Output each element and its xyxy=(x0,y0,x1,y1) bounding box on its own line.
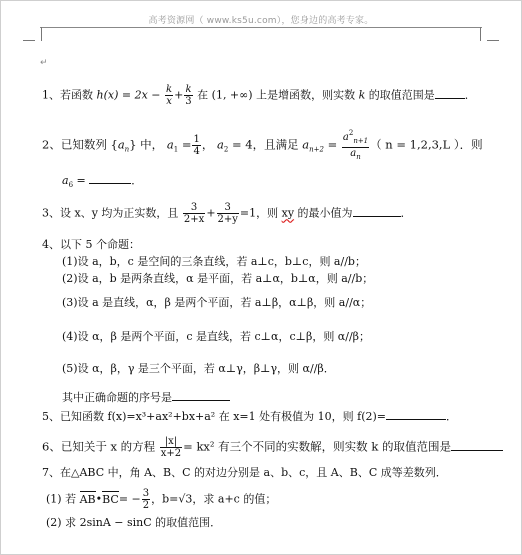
answer-blank-6 xyxy=(451,439,503,451)
problem-6: 6、已知关于 x 的方程 $\frac{|x|}{x+2}$ = kx² 有三个不同的实数解，则实数 k 的取值范围是 xyxy=(42,436,503,459)
problem-1: 1、若函数 h(x) = 2x − $\frac{k}{x}$ + $\frac{k}{3}$ 在 (1, +∞) 上是增函数，则实数 k 的取值范围是 ． xyxy=(42,84,476,107)
answer-blank-5 xyxy=(386,408,446,420)
problem-4-item: (4)设 α，β 是两个平面，c 是直线，若 c⊥α，c⊥β，则 α//β； xyxy=(62,330,371,343)
problem-2-answer: $a_6$ = ． xyxy=(62,174,143,189)
crop-mark-left xyxy=(35,27,42,41)
problem-5: 5、已知函数 f(x)=x³+ax²+bx+a² 在 x=1 处有极值为 10，则 f(2)= ． xyxy=(42,410,457,423)
problem-3: 3、设 x、y 均为正实数，且 $\frac{3}{2+x}$ + $\frac{3}{2+y}$ =1，则 xy 的最小值为 ． xyxy=(42,202,412,225)
problem-4-item: (5)设 α，β，γ 是三个平面，若 α⊥γ，β⊥γ，则 α//β． xyxy=(62,362,335,375)
problem-7-part-2: (2) 求 2sinA − sinC 的取值范围． xyxy=(46,516,222,529)
header-rule xyxy=(40,27,482,28)
problem-4-answer: 其中正确命题的序号是 xyxy=(62,389,230,405)
answer-blank-4 xyxy=(172,389,230,401)
crop-mark-right-bottom xyxy=(487,40,499,41)
problem-4-item: (2)设 a，b 是两条直线，α 是平面，若 a⊥α，b⊥α，则 a//b； xyxy=(62,272,374,285)
crop-mark-left-bottom xyxy=(23,40,35,41)
answer-blank-1 xyxy=(435,87,465,99)
paragraph-mark: ↵ xyxy=(40,58,48,68)
problem-7-part-1: (1) 若 AB•BC= − $\frac{3}{2}$ ，b=√3，求 a+c 的值； xyxy=(46,488,277,511)
problem-7: 7、在△ABC 中，角 A、B、C 的对边分别是 a、b、c，且 A、B、C 成等差数列． xyxy=(42,466,447,479)
problem-4-item: (3)设 a 是直线，α，β 是两个平面，若 a⊥β，α⊥β，则 a//α； xyxy=(62,296,372,309)
problem-4-title: 4、以下 5 个命题： xyxy=(42,238,140,251)
answer-blank-3 xyxy=(353,205,401,217)
problem-2: 2、已知数列 $\{a_n\}$ 中， $a_1$ = $\frac{1}{4}$ ， $a_2 = 4$，且满足 $a_{n+2}$ = $\frac{a^2_{n+1}}{a_n}$ （ n = 1,2,3,L ）．则 xyxy=(42,129,483,161)
header-source: 高考资源网（ www.ks5u.com），您身边的高考专家。 xyxy=(148,16,374,26)
problem-4-item: (1)设 a，b，c 是空间的三条直线，若 a⊥c，b⊥c，则 a//b； xyxy=(62,255,366,268)
crop-mark-right xyxy=(480,27,487,41)
answer-blank-2 xyxy=(89,172,131,184)
